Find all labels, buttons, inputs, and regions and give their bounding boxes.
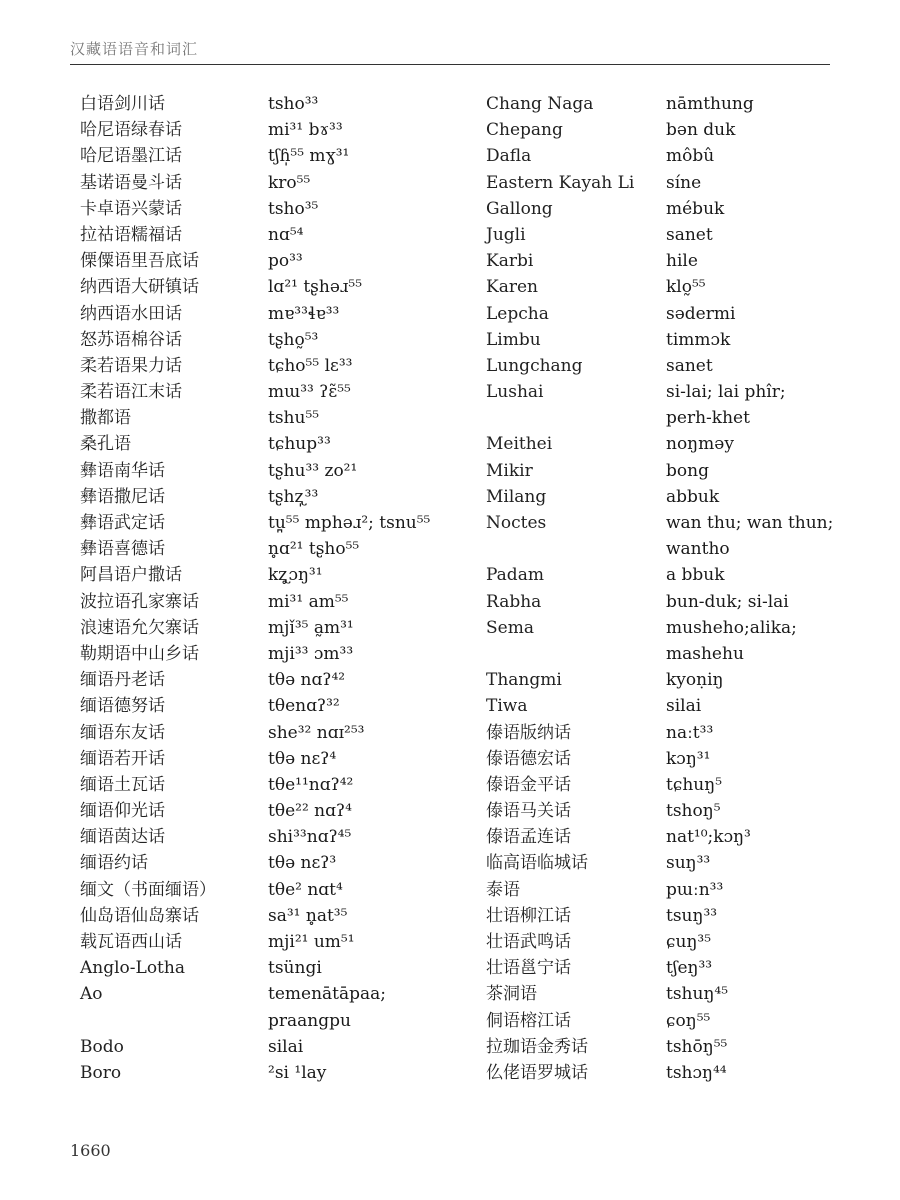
entry-row: ɕuŋ³⁵ [666,932,712,952]
entry-row: 彝语南华话 [80,460,165,481]
entry-row: Karen [486,277,538,298]
entry-row: silai [666,696,702,717]
entry-row: klo̰⁵⁵ [666,277,706,298]
entry-row: mébuk [666,198,725,219]
entry-row: môbû [666,146,715,167]
entry-row: 缅语东友话 [80,722,165,743]
entry-row: Karbi [486,251,534,272]
column-form-left [268,91,478,1086]
entry-row: Thangmi [486,670,562,691]
entry-row: tθe¹¹nɑʔ⁴² [268,774,354,795]
entry-row: 临高语临城话 [486,853,588,874]
entry-row: 浪速语允欠寨话 [80,617,199,638]
entry-row: 傣语马关话 [486,801,571,822]
entry-row: 傣语金平话 [486,774,571,795]
entry-row: Milang [486,486,547,507]
entry-row: 泰语 [486,879,520,900]
entry-row [486,536,666,562]
entry-row: ²si ¹lay [268,1062,327,1083]
entry-row: wan thu; wan thun; [666,513,834,533]
entry-row: tsüngi [268,958,322,979]
header-rule [70,64,830,65]
entry-row: 哈尼语墨江话 [80,146,182,167]
entry-row: 缅语丹老话 [80,670,165,691]
entry-row: Chepang [486,120,563,141]
entry-row: 卡卓语兴蒙话 [80,198,182,219]
entry-row: tsho³³ [268,94,319,114]
entry-row: Padam [486,565,544,586]
entry-row: tθə nɛʔ⁴ [268,748,337,769]
entry-row: tθə nɛʔ³ [268,853,337,874]
entry-row: mjǐ³⁵ a̰m³¹ [268,617,354,638]
entry-row: kʐ̥ɔŋ³¹ [268,565,323,586]
entry-row: 怒苏语棉谷话 [80,329,182,350]
entry-row: tɕho⁵⁵ lɛ³³ [268,355,353,376]
entry-row: Gallong [486,198,553,219]
entry-row: kyoṇiŋ [666,670,724,691]
entry-row: a bbuk [666,565,725,586]
entry-row: tsho³⁵ [268,198,319,219]
entry-row: 桑孔语 [80,434,131,455]
entry-row: Bodo [80,1036,124,1057]
entry-row: bong [666,460,709,481]
entry-row: tʃɦ̩⁵⁵ mɣ³¹ [268,146,350,167]
entry-row: Ao [80,984,103,1005]
entry-row: tθə nɑʔ⁴² [268,670,346,691]
entry-row: 柔若语果力话 [80,355,182,376]
entry-row: tθenɑʔ³² [268,696,340,717]
entry-row: praangpu [268,1010,351,1031]
entry-row: nɑ⁵⁴ [268,224,304,245]
entry-row [80,1008,270,1034]
entry-row: bun-duk; si-lai [666,591,789,612]
entry-row: timmɔk [666,329,731,350]
entry-row: Sema [486,617,534,638]
entry-row: Rabha [486,591,542,612]
entry-row: 纳西语水田话 [80,303,182,324]
entry-row: tsuŋ³³ [666,905,718,926]
entry-row: musheho;alika; [666,617,797,638]
entry-row: 基诺语曼斗话 [80,172,182,193]
entry-row [486,405,666,431]
entry-row: naːt³³ [666,722,714,743]
entry-row: 缅文（书面缅语） [80,879,216,900]
entry-row: Jugli [486,224,526,245]
entry-row: 缅语约话 [80,853,148,874]
entry-row: 白语剑川话 [80,94,165,114]
entry-row: Lushai [486,382,544,403]
entry-row: Lungchang [486,355,583,376]
entry-row: 纳西语大研镇话 [80,277,199,298]
entry-row: pɯːn³³ [666,879,724,900]
entry-row: síne [666,172,702,193]
entry-row: tshoŋ⁵ [666,801,721,822]
entry-row: sədermi [666,303,736,324]
entry-row: po³³ [268,251,303,272]
entry-row: silai [268,1036,304,1057]
entry-row: Boro [80,1062,122,1083]
entry-row: 拉祜语糯福话 [80,224,182,245]
entry-row: 仙岛语仙岛寨话 [80,905,199,926]
entry-row: 傣语德宏话 [486,748,571,769]
entry-row [486,641,666,667]
entry-row: temenātāpaa; [268,984,387,1005]
entry-row: Dafla [486,146,532,167]
entry-row: sanet [666,224,713,245]
entry-row: noŋməy [666,434,734,455]
entry-row: nat¹⁰;kɔŋ³ [666,827,751,848]
page-number: 1660 [70,1141,111,1160]
entry-row: Anglo-Lotha [80,958,185,979]
entry-row: ɕoŋ⁵⁵ [666,1010,711,1031]
entry-row: suŋ³³ [666,853,711,874]
entry-row: hile [666,251,698,272]
entry-row: 拉珈语金秀话 [486,1036,588,1057]
entry-row: 缅语仰光话 [80,801,165,822]
entry-row: tshuŋ⁴⁵ [666,984,729,1005]
entry-row: 傈僳语里吾底话 [80,251,199,272]
entry-row: 缅语茵达话 [80,827,165,848]
entry-row: tʃeŋ³³ [666,958,713,979]
entry-row: abbuk [666,486,720,507]
entry-row: 彝语喜德话 [80,539,165,560]
entry-row: 壮语柳江话 [486,905,571,926]
entry-row: kɔŋ³¹ [666,748,711,769]
entry-row: mɐ³³ɬɐ³³ [268,303,340,324]
entry-row: Mikir [486,460,533,481]
entry-row: tʂhu³³ zo²¹ [268,460,358,481]
entry-row: 缅语德努话 [80,696,165,717]
entry-row: lɑ²¹ tʂhəɹ⁵⁵ [268,277,363,298]
column-language-left [80,91,270,1086]
entry-row: mi³¹ bɤ³³ [268,120,343,141]
entry-row: 阿昌语户撒话 [80,565,182,586]
entry-row: tʂho̰⁵³ [268,329,319,350]
entry-row: 柔若语江末话 [80,382,182,403]
entry-row: tshu⁵⁵ [268,408,320,429]
entry-row: tshōŋ⁵⁵ [666,1036,728,1057]
entry-row: 彝语武定话 [80,513,165,533]
entry-row: mji²¹ um⁵¹ [268,932,355,952]
entry-row: shi³³nɑʔ⁴⁵ [268,827,352,848]
entry-row: nāmthung [666,94,754,114]
entry-row: Tiwa [486,696,528,717]
entry-row: tu̪⁵⁵ mphəɹ²; tsnu⁵⁵ [268,513,431,533]
entry-row: tθe² nɑt⁴ [268,879,343,900]
entry-row: Meithei [486,434,553,455]
entry-row: Eastern Kayah Li [486,172,635,193]
entry-row: mashehu [666,643,744,664]
entry-row: 侗语榕江话 [486,1010,571,1031]
entry-row: 哈尼语绿春话 [80,120,182,141]
entry-row: n̥ɑ²¹ tʂho⁵⁵ [268,539,360,560]
entry-row: 波拉语孔家寨话 [80,591,199,612]
entry-row: bən duk [666,120,736,141]
entry-row: mɯ³³ ʔɛ̃⁵⁵ [268,382,351,403]
entry-row: Chang Naga [486,94,594,114]
column-form-right [666,91,866,1086]
entry-row: wantho [666,539,730,560]
entry-row: 撒都语 [80,408,131,429]
entry-row: 壮语武鸣话 [486,932,571,952]
entry-row: perh-khet [666,408,750,429]
entry-row: 茶洞语 [486,984,537,1005]
entry-row: 勒期语中山乡话 [80,643,199,664]
entry-row: tʂhʐ̩³³ [268,486,319,507]
entry-row: 仫佬语罗城话 [486,1062,588,1083]
entry-row: tθe²² nɑʔ⁴ [268,801,352,822]
entry-row: sanet [666,355,713,376]
entry-row: tɕhup³³ [268,434,331,455]
entry-row: sa³¹ n̥at³⁵ [268,905,348,926]
entry-row: tɕhuŋ⁵ [666,774,723,795]
entry-row: tshɔŋ⁴⁴ [666,1062,727,1083]
entry-row: 缅语土瓦话 [80,774,165,795]
entry-row: 彝语撒尼话 [80,486,165,507]
entry-row: she³² nɑɪ²⁵³ [268,722,365,743]
column-language-right [486,91,666,1086]
entry-row: 傣语孟连话 [486,827,571,848]
entry-row: mi³¹ am⁵⁵ [268,591,349,612]
entry-row: si-lai; lai phîr; [666,382,786,403]
running-header: 汉藏语语音和词汇 [70,40,199,58]
entry-row: 壮语邕宁话 [486,958,571,979]
entry-row: Noctes [486,513,547,533]
entry-row: 缅语若开话 [80,748,165,769]
entry-row: Limbu [486,329,541,350]
entry-row: kro⁵⁵ [268,172,311,193]
entry-row: 载瓦语西山话 [80,932,182,952]
entry-row: mji³³ ɔm³³ [268,643,354,664]
entry-row: 傣语版纳话 [486,722,571,743]
entry-row: Lepcha [486,303,549,324]
